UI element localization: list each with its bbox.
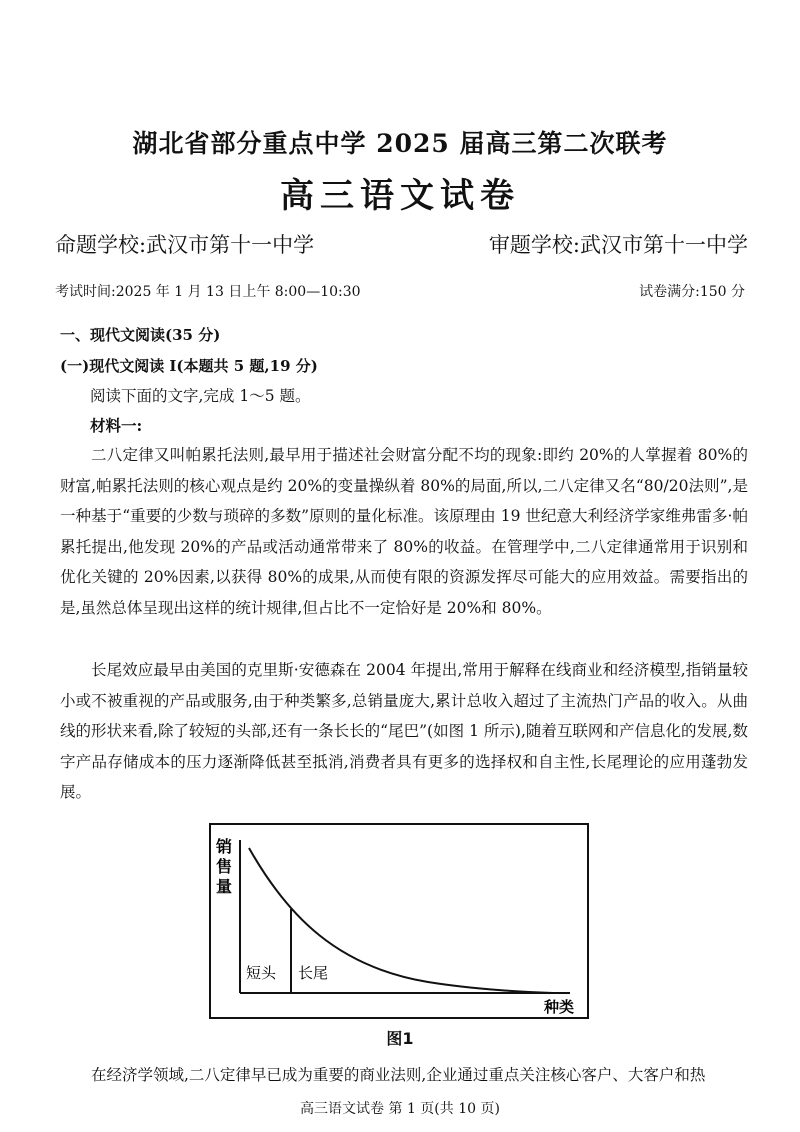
full-score: 试卷满分:150 分 xyxy=(639,284,745,300)
figure-frame xyxy=(210,824,588,1018)
y-axis-label-2: 售 xyxy=(216,857,233,876)
section-heading: 一、现代文阅读(35 分) xyxy=(60,326,221,344)
head-label: 短头 xyxy=(246,964,277,982)
long-tail-figure xyxy=(208,822,600,1022)
paragraph-economics: 在经济学领域,二八定律早已成为重要的商业法则,企业通过重点关注核心客户、大客户和热 xyxy=(91,1066,706,1084)
paper-title: 高三语文试卷 xyxy=(280,176,520,216)
y-axis-label-1: 销 xyxy=(216,837,233,856)
exam-title: 湖北省部分重点中学 2025 届高三第二次联考 xyxy=(132,129,668,158)
material-label: 材料一: xyxy=(90,416,143,435)
paragraph-long-tail: 长尾效应最早由美国的克里斯·安德森在 2004 年提出,常用于解释在线商业和经济模型,指销量较小或不被重视的产品或服务,由于种类繁多,总销量庞大,累计总收入超过了主流热门产品的收入。从曲线的形状来看,除了较短的头部,还有一条长长的“尾巴”(如图 1 所示),随着互联网和产信息化的发展,数字产品存储成本的压力逐渐降低甚至抵消,消费者具有更多的选择权和自主性,长尾理论的应用蓬勃发展。 xyxy=(60,661,748,801)
subsection-heading: (一)现代文阅读 I(本题共 5 题,19 分) xyxy=(60,357,318,375)
figure-caption: 图1 xyxy=(386,1029,414,1048)
page-footer: 高三语文试卷 第 1 页(共 10 页) xyxy=(300,1101,500,1117)
x-axis-label: 种类 xyxy=(544,998,575,1016)
instruction-text: 阅读下面的文字,完成 1～5 题。 xyxy=(90,387,311,405)
setter-school: 命题学校:武汉市第十一中学 xyxy=(55,233,315,257)
reviewer-school: 审题学校:武汉市第十一中学 xyxy=(488,233,748,257)
paragraph-pareto: 二八定律又叫帕累托法则,最早用于描述社会财富分配不均的现象:即约 20%的人掌握着 80%的财富,帕累托法则的核心观点是约 20%的变量操纵着 80%的局面,所以,二八定律又名“80/20法则”,是一种基于“重要的少数与琐碎的多数”原则的量化标准。该原理由 19 世纪意大利经济学家维弗雷多·帕累托提出,他发现 20%的产品或活动通常带来了 80%的收益。在管理学中,二八定律通常用于识别和优化关键的 20%因素,以获得 80%的成果,从而使有限的资源发挥尽可能大的应用效益。需要指出的是,虽然总体呈现出这样的统计规律,但占比不一定恰好是 20%和 80%。 xyxy=(60,446,748,617)
tail-label: 长尾 xyxy=(298,964,329,982)
long-tail-curve xyxy=(249,848,553,993)
y-axis-label-3: 量 xyxy=(216,877,233,896)
exam-time: 考试时间:2025 年 1 月 13 日上午 8:00—10:30 xyxy=(55,284,361,300)
